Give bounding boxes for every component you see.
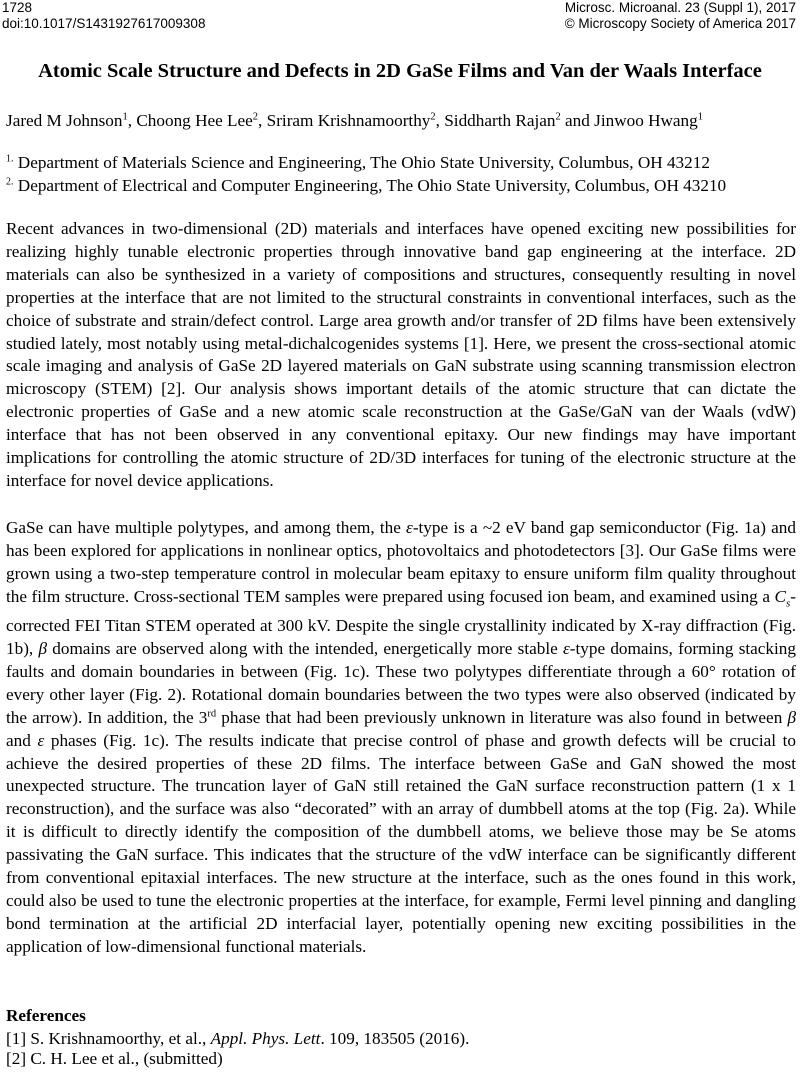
author-name: Jinwoo Hwang: [594, 111, 698, 130]
author-affiliation-mark: 2: [430, 111, 436, 123]
ordinal-superscript: rd: [207, 707, 217, 719]
affiliation-text: Department of Materials Science and Engineering, The Ohio State University, Columbus, OH 43212: [17, 153, 710, 172]
text-run: -corrected FEI Titan STEM operated at 300 kV. Despite the single crystallinity indicated by X-ray diffraction (Fig. 1b),: [6, 586, 796, 658]
body-paragraph-2: [6, 517, 796, 959]
epsilon-symbol: ε: [562, 638, 570, 658]
reference-journal: Appl. Phys. Lett: [210, 1029, 321, 1048]
author-affiliation-mark: 1: [122, 111, 128, 123]
text-run: -type domains, forming stacking faults and domain boundaries in between (Fig. 1c). These two polytypes differentiate through a 60° rotation of every other layer (Fig. 2). Rotational domain boundaries between the two types were also observed (indicated by the arrow). In addition, the 3: [6, 638, 796, 727]
author-separator: ,: [127, 111, 137, 130]
cs-subscript: s: [785, 597, 791, 610]
affiliation-2: [6, 176, 726, 196]
cs-symbol: C: [774, 586, 786, 606]
text-run: and: [6, 730, 38, 750]
author-name: Jared M Johnson: [6, 111, 123, 130]
affiliation-text: Department of Electrical and Computer Engineering, The Ohio State University, Columbus, OH 43210: [17, 176, 727, 195]
affiliation-number: 1.: [6, 153, 14, 165]
reference-text: [2] C. H. Lee et al., (submitted): [6, 1049, 223, 1068]
author-separator: and: [560, 111, 595, 130]
doi[interactable]: doi:10.1017/S1431927617009308: [2, 16, 206, 31]
text-run: GaSe can have multiple polytypes, and among them, the: [6, 518, 407, 537]
reference-item: [6, 1029, 469, 1049]
affiliation-1: [6, 153, 710, 173]
reference-item: [6, 1049, 223, 1069]
paper-title: Atomic Scale Structure and Defects in 2D GaSe Films and Van der Waals Interface: [38, 60, 762, 82]
epsilon-symbol: ε: [37, 730, 45, 750]
reference-text: . 109, 183505 (2016).: [320, 1029, 470, 1048]
author-name: Sriram Krishnamoorthy: [266, 111, 431, 130]
page-header-right: [565, 0, 796, 32]
author-name: Siddharth Rajan: [444, 111, 556, 130]
beta-symbol: β: [787, 707, 796, 727]
affiliation-number: 2.: [6, 176, 14, 188]
author-affiliation-mark: 1: [697, 111, 703, 123]
text-run: phases (Fig. 1c). The results indicate that precise control of phase and growth defects will be crucial to achieve the desired properties of these 2D films. The interface between GaSe and GaN showed the most unexpected structure. The truncation layer of GaN still retained the GaN surface reconstruction pattern (1 x 1 reconstruction), and the surface was also “decorated” with an array of dumbbell atoms at the top (Fig. 2a). While it is difficult to directly identify the composition of the dumbbell atoms, we believe those may be Se atoms passivating the GaN surface. This indicates that the structure of the vdW interface can be significantly different from conventional epitaxial interfaces. The new structure at the interface, such as the ones found in this work, could also be used to tune the electronic properties at the interface, for example, Fermi level pinning and dangling bond termination at the artificial 2D interfacial layer, potentially opening new exciting possibilities in the application of low-dimensional functional materials.: [6, 730, 796, 956]
author-list: [6, 111, 703, 131]
page-header-left: [2, 0, 205, 32]
text-run: domains are observed along with the intended, energetically more stable: [47, 638, 563, 658]
beta-symbol: β: [38, 638, 48, 658]
text-run: phase that had been previously unknown in literature was also found in between: [216, 707, 788, 727]
author-name: Choong Hee Lee: [136, 111, 253, 130]
text-run: -type is a ~2 eV band gap semiconductor (Fig. 1a) and has been explored for applications in nonlinear optics, photovoltaics and photodetectors [3]. Our GaSe films were grown using a two-step temperature control in molecular beam epitaxy to ensure uniform film quality throughout the film structure. Cross-sectional TEM samples were prepared using focused ion beam, and examined using a: [6, 518, 796, 606]
reference-text: [1] S. Krishnamoorthy, et al.,: [6, 1029, 211, 1048]
epsilon-symbol: ε: [406, 518, 413, 537]
page-number: 1728: [2, 0, 33, 15]
author-separator: ,: [435, 111, 445, 130]
copyright: © Microscopy Society of America 2017: [564, 16, 796, 31]
journal-citation: Microsc. Microanal. 23 (Suppl 1), 2017: [564, 0, 796, 15]
references-heading: References: [6, 1006, 86, 1025]
author-affiliation-mark: 2: [252, 111, 259, 123]
author-affiliation-mark: 2: [555, 111, 561, 123]
author-separator: ,: [258, 111, 267, 130]
body-paragraph-1: Recent advances in two-dimensional (2D) materials and interfaces have opened exciting new possibilities for realizing highly tunable electronic properties through innovative band gap engineering at the interface. 2D materials can also be synthesized in a variety of compositions and structures, consequently resulting in novel properties at the interface that are not limited to the structural constraints in conventional interfaces, such as the choice of substrate and strain/defect control. Large area growth and/or transfer of 2D films have been extensively studied lately, most notably using metal-dichalcogenides systems [1]. Here, we present the cross-sectional atomic scale imaging and analysis of GaSe 2D layered materials on GaN substrate using scanning transmission electron microscopy (STEM) [2]. Our analysis shows important details of the atomic structure that can dictate the electronic properties of GaSe and a new atomic scale reconstruction at the GaSe/GaN van der Waals (vdW) interface that has not been observed in any conventional epitaxy. Our new findings may have important implications for controlling the atomic structure of 2D/3D interfaces for tuning of the electronic structure at the interface for novel device applications.: [6, 219, 796, 490]
